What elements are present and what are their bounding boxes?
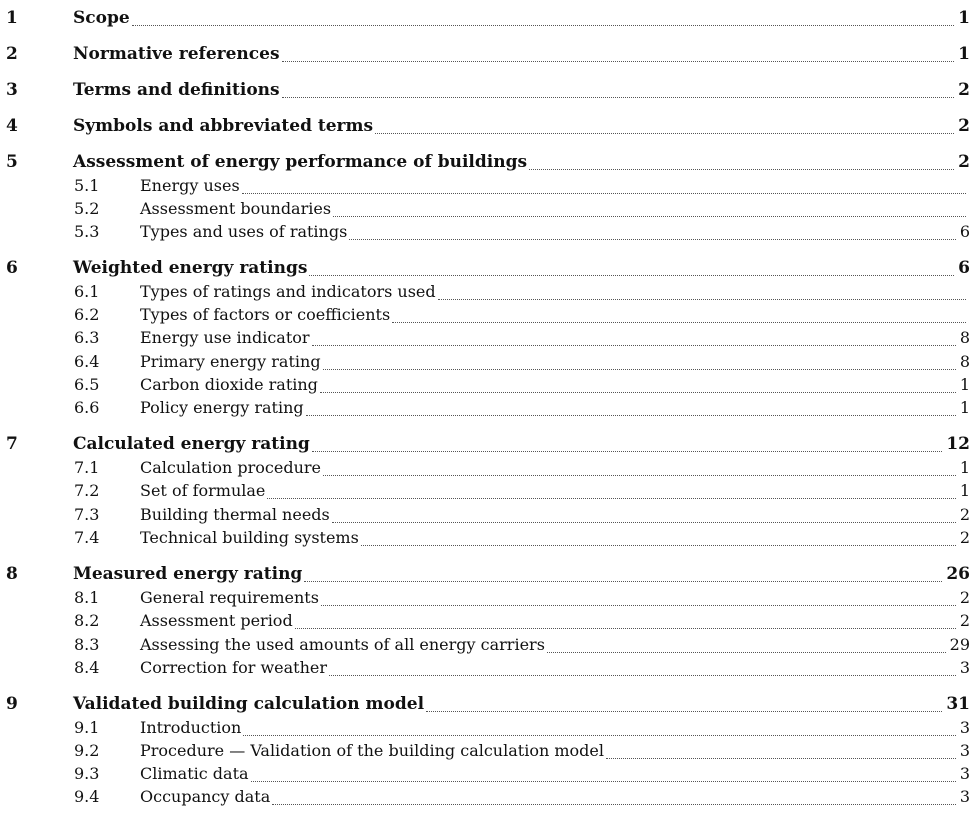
toc-entry-title[interactable]: Terms and definitions [73, 80, 280, 100]
toc-leader-dots [529, 169, 954, 170]
toc-entry-number: 9 [6, 694, 18, 714]
toc-entry-number: 6.5 [74, 375, 100, 394]
toc-entry-page: 1 [959, 458, 970, 477]
toc-entry-title[interactable]: Types of ratings and indicators used [140, 282, 436, 301]
toc-entry[interactable] [0, 375, 968, 397]
toc-entry-page: 1 [958, 44, 970, 64]
toc-leader-dots [438, 299, 966, 300]
toc-entry-page: 2 [959, 588, 970, 607]
toc-entry[interactable] [0, 505, 968, 527]
toc-entry[interactable] [0, 528, 968, 550]
toc-leader-dots [323, 475, 956, 476]
toc-entry-page: 1 [958, 8, 970, 28]
toc-entry-title[interactable]: Types and uses of ratings [140, 222, 348, 241]
toc-entry-number: 2 [6, 44, 18, 64]
toc-entry-number: 4 [6, 116, 18, 136]
toc-leader-dots [243, 735, 956, 736]
toc-leader-dots [329, 675, 956, 676]
toc-entry-number: 8.2 [74, 611, 100, 630]
toc-entry-title[interactable]: Types of factors or coefficients [140, 305, 391, 324]
toc-leader-dots [547, 652, 946, 653]
toc-leader-dots [242, 193, 966, 194]
toc-entry-number: 6.6 [74, 398, 100, 417]
toc-entry[interactable] [0, 199, 968, 221]
toc-entry-title[interactable]: Energy use indicator [140, 328, 310, 347]
toc-leader-dots [333, 216, 966, 217]
toc-entry-number: 6 [6, 258, 18, 278]
toc-leader-dots [282, 61, 954, 62]
toc-leader-dots [309, 275, 954, 276]
toc-entry[interactable] [0, 787, 968, 809]
toc-leader-dots [312, 451, 942, 452]
toc-entry-number: 8.1 [74, 588, 100, 607]
toc-entry-page: 2 [958, 116, 970, 136]
toc-leader-dots [272, 804, 956, 805]
toc-entry-page: 3 [959, 658, 970, 677]
toc-leader-dots [321, 605, 956, 606]
toc-leader-dots [349, 239, 956, 240]
toc-leader-dots [267, 498, 956, 499]
toc-entry-page: 12 [946, 434, 970, 454]
toc-entry[interactable] [0, 328, 968, 350]
toc-entry-page: 2 [959, 611, 970, 630]
toc-entry-page: 3 [959, 741, 970, 760]
toc-entry-number: 8.4 [74, 658, 100, 677]
toc-entry-page: 2 [958, 80, 970, 100]
toc-leader-dots [426, 711, 942, 712]
toc-entry-title[interactable]: Measured energy rating [73, 564, 303, 584]
toc-entry-page: 29 [949, 635, 970, 654]
toc-entry-page: 8 [959, 352, 970, 371]
toc-entry-title[interactable]: Scope [73, 8, 130, 28]
toc-entry[interactable] [0, 458, 968, 480]
toc-entry-title[interactable]: Assessment of energy performance of buildings [73, 152, 528, 172]
toc-leader-dots [304, 581, 942, 582]
toc-entry-title[interactable]: Calculated energy rating [73, 434, 310, 454]
toc-leader-dots [332, 522, 956, 523]
toc-entry-number: 6.1 [74, 282, 100, 301]
toc-leader-dots [320, 392, 956, 393]
toc-leader-dots [251, 781, 956, 782]
toc-leader-dots [375, 133, 954, 134]
toc-entry-page: 26 [946, 564, 970, 584]
toc-entry-number: 1 [6, 8, 18, 28]
toc-entry-number: 7.4 [74, 528, 100, 547]
toc-entry-title[interactable]: Procedure — Validation of the building calculation model [140, 741, 604, 760]
toc-entry-number: 6.4 [74, 352, 100, 371]
toc-entry-title[interactable]: Introduction [140, 718, 242, 737]
toc-entry-page: 1 [959, 481, 970, 500]
toc-entry-page: 3 [959, 764, 970, 783]
toc-leader-dots [312, 345, 956, 346]
toc-entry-number: 7 [6, 434, 18, 454]
toc-entry-page: 1 [959, 375, 970, 394]
toc-entry[interactable] [0, 658, 968, 680]
toc-entry-title[interactable]: Technical building systems [140, 528, 359, 547]
toc-entry-title[interactable]: Symbols and abbreviated terms [73, 116, 374, 136]
toc-entry-page: 6 [959, 222, 970, 241]
toc-entry-page: 31 [946, 694, 970, 714]
toc-leader-dots [306, 415, 956, 416]
toc-entry[interactable] [0, 611, 968, 633]
toc-entry-title[interactable]: Calculation procedure [140, 458, 322, 477]
toc-entry-title[interactable]: Assessing the used amounts of all energy carriers [140, 635, 545, 654]
toc-entry[interactable] [0, 398, 968, 420]
toc-entry[interactable] [0, 564, 968, 586]
toc-entry[interactable] [0, 258, 968, 280]
toc-entry-title[interactable]: Policy energy rating [140, 398, 304, 417]
toc-entry-number: 9.2 [74, 741, 100, 760]
toc-entry[interactable] [0, 282, 968, 304]
toc-entry[interactable] [0, 718, 968, 740]
toc-entry[interactable] [0, 176, 968, 198]
toc-entry-title[interactable]: Correction for weather [140, 658, 328, 677]
toc-entry-number: 9.4 [74, 787, 100, 806]
toc-entry[interactable] [0, 152, 968, 174]
toc-entry-number: 5.2 [74, 199, 100, 218]
toc-entry[interactable] [0, 305, 968, 327]
toc-entry[interactable] [0, 222, 968, 244]
toc-leader-dots [361, 545, 956, 546]
toc-leader-dots [606, 758, 956, 759]
toc-entry-number: 9.3 [74, 764, 100, 783]
toc-entry-page: 1 [959, 398, 970, 417]
toc-entry-number: 6.3 [74, 328, 100, 347]
toc-entry-title[interactable]: Assessment period [140, 611, 293, 630]
toc-entry-number: 5 [6, 152, 18, 172]
toc-entry[interactable] [0, 116, 968, 138]
toc-entry-title[interactable]: Validated building calculation model [73, 694, 425, 714]
toc-entry-number: 9.1 [74, 718, 100, 737]
toc-entry-title[interactable]: Occupancy data [140, 787, 271, 806]
toc-entry-number: 5.3 [74, 222, 100, 241]
toc-entry[interactable] [0, 80, 968, 102]
toc-entry[interactable] [0, 8, 968, 30]
toc-entry[interactable] [0, 694, 968, 716]
toc-entry[interactable] [0, 741, 968, 763]
toc-entry-number: 7.3 [74, 505, 100, 524]
toc-entry[interactable] [0, 481, 968, 503]
toc-entry[interactable] [0, 588, 968, 610]
toc-entry-number: 7.1 [74, 458, 100, 477]
toc-entry-title[interactable]: General requirements [140, 588, 319, 607]
toc-leader-dots [392, 322, 966, 323]
toc-entry-number: 8 [6, 564, 18, 584]
toc-entry-title[interactable]: Weighted energy ratings [73, 258, 308, 278]
toc-entry-number: 5.1 [74, 176, 100, 195]
toc-entry-page: 8 [959, 328, 970, 347]
toc-entry-number: 8.3 [74, 635, 100, 654]
toc-entry-title[interactable]: Energy uses [140, 176, 240, 195]
toc-entry[interactable] [0, 635, 968, 657]
toc-entry-number: 3 [6, 80, 18, 100]
toc-entry-page: 3 [959, 718, 970, 737]
toc-entry[interactable] [0, 44, 968, 66]
toc-entry-page: 2 [959, 505, 970, 524]
toc-entry-page: 2 [959, 528, 970, 547]
toc-entry-page: 6 [958, 258, 970, 278]
toc-entry-page: 2 [958, 152, 970, 172]
toc-entry-title[interactable]: Normative references [73, 44, 280, 64]
toc-leader-dots [282, 97, 954, 98]
toc-entry-number: 7.2 [74, 481, 100, 500]
toc-entry[interactable] [0, 764, 968, 786]
toc-entry-title[interactable]: Assessment boundaries [140, 199, 332, 218]
toc-entry-title[interactable]: Climatic data [140, 764, 249, 783]
toc-entry[interactable] [0, 352, 968, 374]
toc-leader-dots [295, 628, 956, 629]
toc-leader-dots [132, 25, 954, 26]
toc-entry-page: 3 [959, 787, 970, 806]
toc-entry-title[interactable]: Building thermal needs [140, 505, 330, 524]
toc-entry[interactable] [0, 434, 968, 456]
toc-entry-title[interactable]: Carbon dioxide rating [140, 375, 318, 394]
toc-entry-title[interactable]: Set of formulae [140, 481, 266, 500]
toc-entry-number: 6.2 [74, 305, 100, 324]
toc-leader-dots [323, 369, 956, 370]
toc-entry-title[interactable]: Primary energy rating [140, 352, 321, 371]
